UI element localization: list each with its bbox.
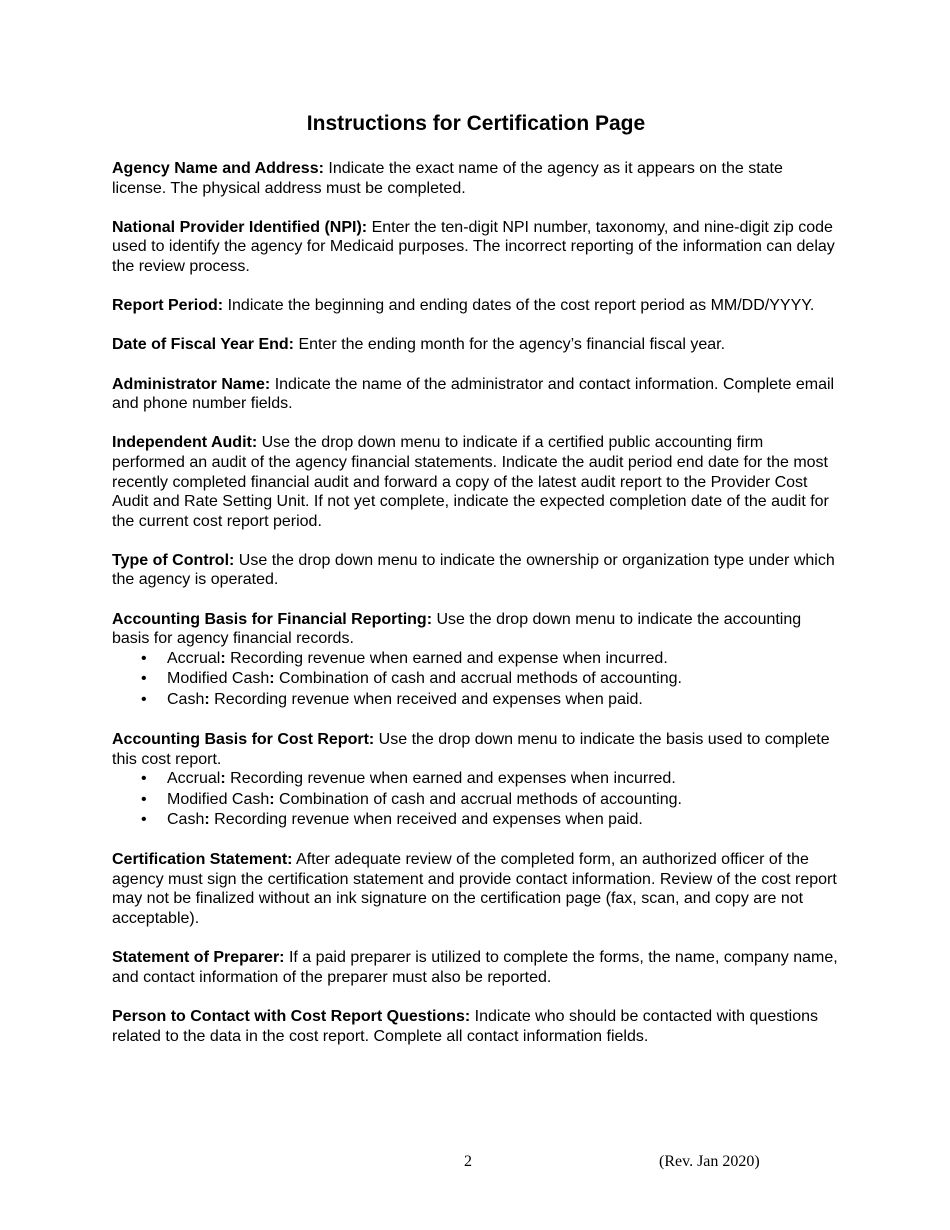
section-label: National Provider Identified (NPI): — [112, 218, 368, 236]
instruction-section — [112, 850, 840, 928]
instruction-section — [112, 433, 840, 531]
bullet-list — [112, 649, 840, 711]
section-text: Indicate the beginning and ending dates of the cost report period as MM/DD/YYYY. — [223, 297, 815, 315]
bullet-item — [167, 769, 840, 790]
section-label: Person to Contact with Cost Report Questions: — [112, 1007, 471, 1025]
instruction-section — [112, 948, 840, 987]
section-label: Administrator Name: — [112, 375, 271, 393]
section-text: Indicate who should be contacted with questions related to the data in the cost report. Complete all contact information fields. — [112, 1007, 819, 1045]
section-label: Independent Audit: — [112, 434, 258, 452]
bullet-item — [167, 649, 840, 670]
instruction-section — [112, 375, 840, 414]
bullet-separator: : — [220, 649, 226, 667]
section-paragraph — [112, 551, 840, 590]
bullet-list — [112, 769, 840, 831]
bullet-item — [167, 690, 840, 711]
instruction-section — [112, 218, 840, 277]
section-label: Accounting Basis for Cost Report: — [112, 730, 375, 748]
bullet-term: Modified Cash — [167, 790, 270, 808]
bullet-term: Cash — [167, 690, 205, 708]
instruction-sections — [112, 159, 840, 1046]
instruction-section — [112, 551, 840, 590]
section-paragraph — [112, 433, 840, 531]
section-paragraph — [112, 610, 840, 649]
bullet-term: Accrual — [167, 770, 221, 788]
revision-date: (Rev. Jan 2020) — [659, 1153, 760, 1170]
section-text: Use the drop down menu to indicate the accounting basis for agency financial records. — [112, 610, 802, 648]
bullet-separator: : — [269, 670, 275, 688]
section-text: Enter the ending month for the agency’s financial fiscal year. — [294, 336, 726, 354]
bullet-separator: : — [204, 690, 210, 708]
bullet-description: Recording revenue when received and expenses when paid. — [209, 690, 643, 708]
bullet-description: Combination of cash and accrual methods of accounting. — [274, 670, 682, 688]
section-paragraph — [112, 730, 840, 769]
bullet-term: Cash — [167, 811, 205, 829]
bullet-item — [167, 810, 840, 831]
section-label: Accounting Basis for Financial Reporting: — [112, 610, 433, 628]
section-text: Use the drop down menu to indicate the basis used to complete this cost report. — [112, 730, 830, 768]
bullet-description: Recording revenue when received and expenses when paid. — [209, 811, 643, 829]
section-paragraph — [112, 218, 840, 277]
section-label: Date of Fiscal Year End: — [112, 336, 294, 354]
instruction-section — [112, 1007, 840, 1046]
section-text: If a paid preparer is utilized to complete the forms, the name, company name, and contact information of the preparer must also be reported. — [112, 949, 838, 986]
section-text: After adequate review of the completed form, an authorized officer of the agency must sign the certification statement and provide contact information. Review of the cost report may not be finalized without an ink signature on the certification page (fax, scan, and copy are not acceptable). — [112, 851, 837, 927]
instruction-section — [112, 296, 840, 316]
section-paragraph — [112, 296, 840, 316]
bullet-term: Modified Cash — [167, 670, 270, 688]
section-label: Statement of Preparer: — [112, 949, 285, 967]
bullet-separator: : — [204, 811, 210, 829]
bullet-separator: : — [269, 790, 275, 808]
instruction-section — [112, 159, 840, 198]
page-number: 2 — [464, 1153, 472, 1170]
bullet-term: Accrual — [167, 649, 221, 667]
section-label: Report Period: — [112, 297, 224, 315]
instruction-section — [112, 335, 840, 355]
section-text: Indicate the exact name of the agency as it appears on the state license. The physical address must be completed. — [112, 160, 783, 197]
bullet-item — [167, 669, 840, 690]
section-text: Use the drop down menu to indicate if a certified public accounting firm performed an audit of the agency financial statements. Indicate the audit period end date for the most recently completed financial audit and forward a copy of the latest audit report to the Provider Cost Audit and Rate Setting Unit. If not yet complete, indicate the expected completion date of the audit for the current cost report period. — [112, 434, 829, 530]
document-body — [112, 110, 840, 1066]
section-label: Certification Statement: — [112, 851, 293, 869]
section-text: Use the drop down menu to indicate the ownership or organization type under which the agency is operated. — [112, 551, 835, 589]
section-paragraph — [112, 850, 840, 928]
bullet-description: Combination of cash and accrual methods of accounting. — [274, 790, 682, 808]
bullet-item — [167, 790, 840, 811]
section-paragraph — [112, 159, 840, 198]
section-paragraph — [112, 375, 840, 414]
section-label: Type of Control: — [112, 551, 235, 569]
bullet-description: Recording revenue when earned and expense when incurred. — [225, 649, 668, 667]
instruction-section — [112, 730, 840, 831]
page-title: Instructions for Certification Page — [306, 112, 646, 135]
instruction-section — [112, 610, 840, 711]
section-text: Enter the ten-digit NPI number, taxonomy, and nine-digit zip code used to identify the agency for Medicaid purposes. The incorrect reporting of the information can delay the review process. — [112, 218, 835, 275]
section-paragraph — [112, 1007, 840, 1046]
section-text: Indicate the name of the administrator and contact information. Complete email and phone number fields. — [112, 375, 835, 413]
bullet-description: Recording revenue when earned and expenses when incurred. — [225, 770, 676, 788]
section-paragraph — [112, 335, 840, 355]
section-paragraph — [112, 948, 840, 987]
section-label: Agency Name and Address: — [112, 160, 324, 177]
bullet-separator: : — [220, 770, 226, 788]
